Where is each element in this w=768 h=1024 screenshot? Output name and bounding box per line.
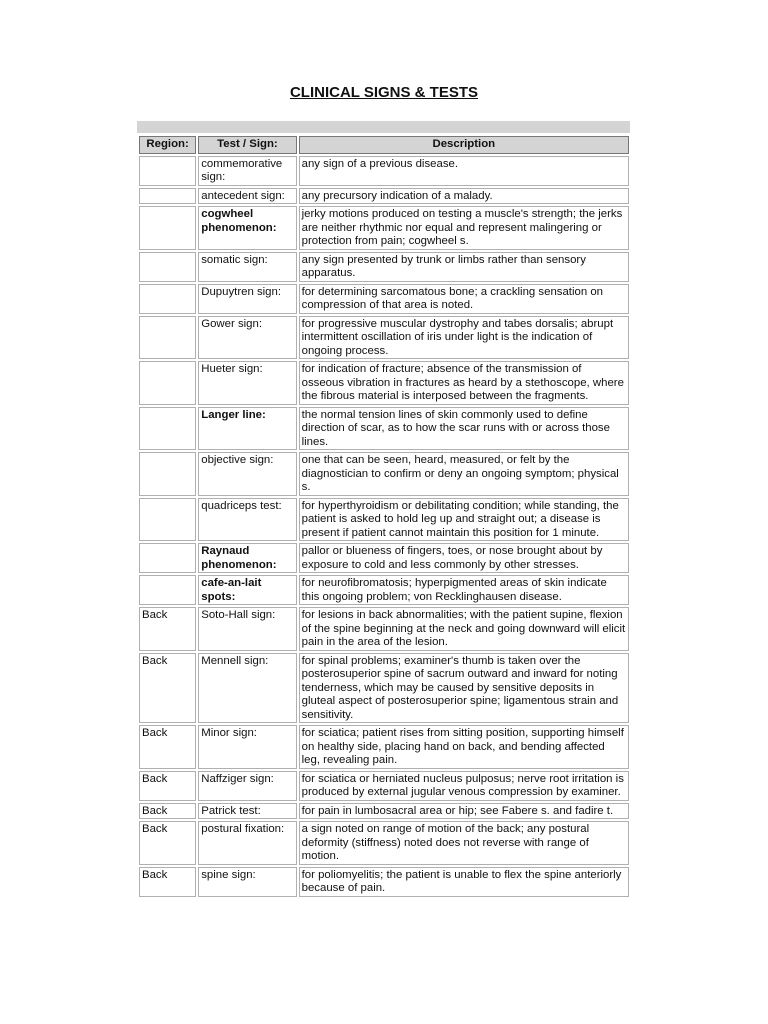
row-test-cell: cogwheel phenomenon:	[198, 206, 296, 250]
table-row	[139, 575, 629, 605]
table-row	[139, 867, 629, 897]
row-description-cell: for hyperthyroidism or debilitating condition; while standing, the patient is asked to hold leg up and straight out; a disease is present if patient cannot maintain this position for 1 minute.	[299, 498, 629, 542]
row-description-cell: for sciatica or herniated nucleus pulposus; nerve root irritation is produced by external jugular venous compression by examiner.	[299, 771, 629, 801]
row-region-cell	[139, 252, 196, 282]
row-region-cell	[139, 407, 196, 451]
row-description-cell: pallor or blueness of fingers, toes, or nose brought about by exposure to cold and less commonly by other stresses.	[299, 543, 629, 573]
table-row	[139, 156, 629, 186]
row-description-cell: for indication of fracture; absence of the transmission of osseous vibration in fractures as heard by a stethoscope, where the fibrous material is interposed between the fragments.	[299, 361, 629, 405]
row-region-cell	[139, 206, 196, 250]
row-description-cell: for pain in lumbosacral area or hip; see Fabere s. and fadire t.	[299, 803, 629, 820]
row-description-cell: for sciatica; patient rises from sitting position, supporting himself on healthy side, placing hand on back, and bending affected leg, revealing pain.	[299, 725, 629, 769]
signs-table	[137, 134, 631, 899]
row-description-cell: for poliomyelitis; the patient is unable to flex the spine anteriorly because of pain.	[299, 867, 629, 897]
row-region-cell	[139, 188, 196, 205]
row-region-cell: Back	[139, 771, 196, 801]
table-row	[139, 498, 629, 542]
table-top-bar	[137, 121, 630, 133]
row-description-cell: any precursory indication of a malady.	[299, 188, 629, 205]
table-row	[139, 284, 629, 314]
row-region-cell: Back	[139, 725, 196, 769]
row-region-cell	[139, 575, 196, 605]
row-test-cell: Minor sign:	[198, 725, 296, 769]
row-description-cell: for neurofibromatosis; hyperpigmented areas of skin indicate this ongoing problem; von Recklinghausen disease.	[299, 575, 629, 605]
row-description-cell: the normal tension lines of skin commonly used to define direction of scar, as to how the scar runs with or across those lines.	[299, 407, 629, 451]
row-test-cell: spine sign:	[198, 867, 296, 897]
row-region-cell: Back	[139, 653, 196, 724]
table-row	[139, 607, 629, 651]
table-row	[139, 771, 629, 801]
row-region-cell	[139, 156, 196, 186]
table-row	[139, 361, 629, 405]
row-test-cell: Mennell sign:	[198, 653, 296, 724]
row-region-cell	[139, 361, 196, 405]
row-test-cell: Langer line:	[198, 407, 296, 451]
row-region-cell	[139, 498, 196, 542]
row-test-cell: Naffziger sign:	[198, 771, 296, 801]
table-row	[139, 653, 629, 724]
table-row	[139, 188, 629, 205]
row-test-cell: postural fixation:	[198, 821, 296, 865]
row-region-cell	[139, 452, 196, 496]
row-description-cell: any sign of a previous disease.	[299, 156, 629, 186]
table-body	[139, 156, 629, 897]
row-test-cell: antecedent sign:	[198, 188, 296, 205]
row-description-cell: jerky motions produced on testing a muscle's strength; the jerks are neither rhythmic nor equal and represent malingering or protection from pain; cogwheel s.	[299, 206, 629, 250]
row-test-cell: Gower sign:	[198, 316, 296, 360]
row-description-cell: for spinal problems; examiner's thumb is taken over the posterosuperior spine of sacrum outward and inward for noting tenderness, which may be caused by sensitive deposits in gluteal aspect of posterosuperior spine; ligamentous strain and sensitivity.	[299, 653, 629, 724]
row-region-cell: Back	[139, 821, 196, 865]
row-test-cell: commemorative sign:	[198, 156, 296, 186]
row-test-cell: Dupuytren sign:	[198, 284, 296, 314]
row-test-cell: somatic sign:	[198, 252, 296, 282]
row-region-cell: Back	[139, 867, 196, 897]
row-test-cell: Raynaud phenomenon:	[198, 543, 296, 573]
row-test-cell: objective sign:	[198, 452, 296, 496]
table-row	[139, 725, 629, 769]
row-description-cell: a sign noted on range of motion of the back; any postural deformity (stiffness) noted does not reverse with range of motion.	[299, 821, 629, 865]
row-test-cell: cafe-an-lait spots:	[198, 575, 296, 605]
table-row	[139, 407, 629, 451]
row-region-cell: Back	[139, 803, 196, 820]
table-row	[139, 543, 629, 573]
table-row	[139, 821, 629, 865]
table-row	[139, 252, 629, 282]
row-description-cell: for determining sarcomatous bone; a crackling sensation on compression of that area is noted.	[299, 284, 629, 314]
row-region-cell: Back	[139, 607, 196, 651]
table-row	[139, 803, 629, 820]
row-description-cell: one that can be seen, heard, measured, or felt by the diagnostician to confirm or deny an ongoing symptom; physical s.	[299, 452, 629, 496]
page-title	[0, 84, 768, 101]
row-test-cell: Soto-Hall sign:	[198, 607, 296, 651]
table-row	[139, 316, 629, 360]
header-region: Region:	[139, 136, 196, 154]
row-region-cell	[139, 316, 196, 360]
row-description-cell: for lesions in back abnormalities; with the patient supine, flexion of the spine beginning at the neck and going downward will elicit pain in the area of the lesion.	[299, 607, 629, 651]
header-test: Test / Sign:	[198, 136, 296, 154]
row-description-cell: any sign presented by trunk or limbs rather than sensory apparatus.	[299, 252, 629, 282]
table-row	[139, 452, 629, 496]
row-region-cell	[139, 543, 196, 573]
page-title-text: CLINICAL SIGNS & TESTS	[289, 84, 479, 101]
row-region-cell	[139, 284, 196, 314]
row-test-cell: Hueter sign:	[198, 361, 296, 405]
table-row	[139, 206, 629, 250]
row-test-cell: quadriceps test:	[198, 498, 296, 542]
header-description: Description	[299, 136, 629, 154]
row-description-cell: for progressive muscular dystrophy and tabes dorsalis; abrupt intermittent oscillation of iris under light is the indication of ongoing process.	[299, 316, 629, 360]
row-test-cell: Patrick test:	[198, 803, 296, 820]
table-header-row	[139, 136, 629, 154]
